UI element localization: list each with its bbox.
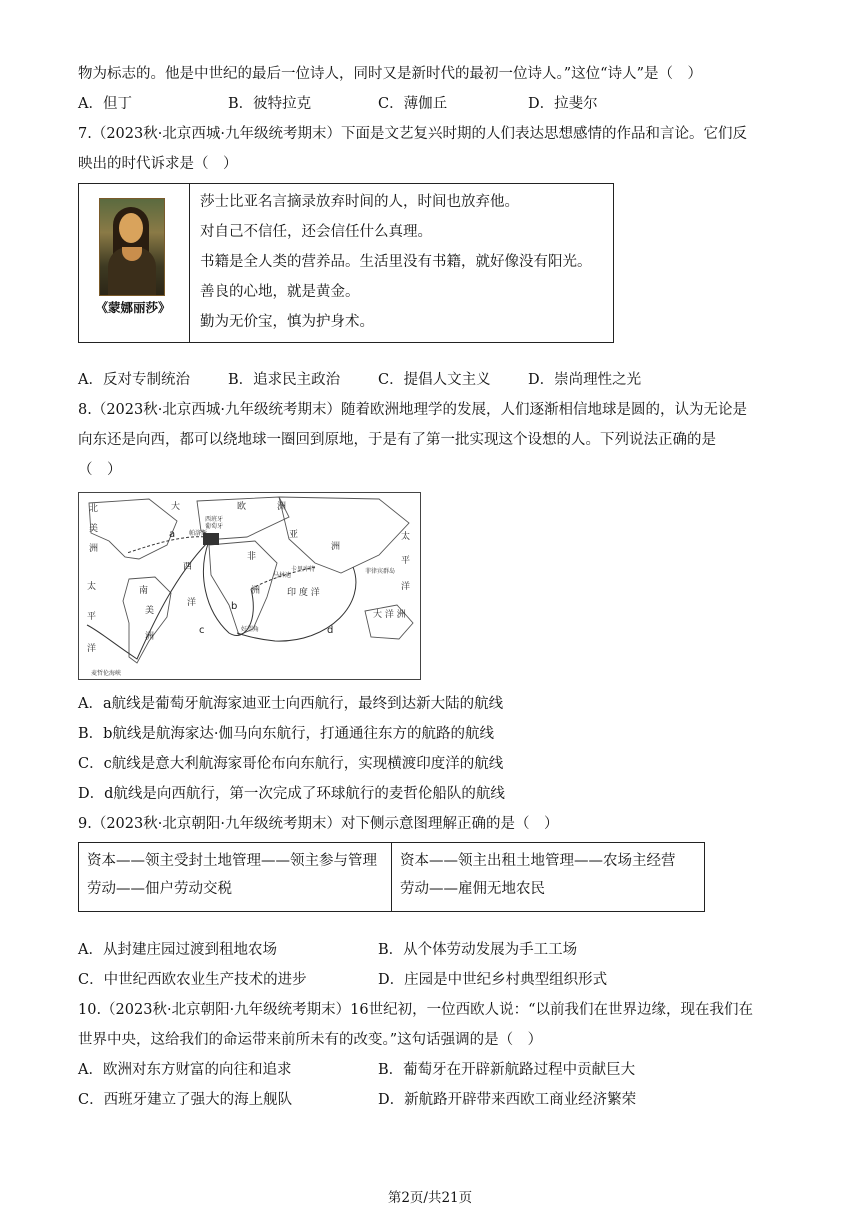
svg-text:葡萄牙: 葡萄牙 bbox=[205, 523, 224, 530]
svg-text:好望角: 好望角 bbox=[241, 626, 260, 633]
svg-text:平: 平 bbox=[87, 612, 97, 622]
quote-1: 莎士比亚名言摘录放弃时间的人，时间也放弃他。 bbox=[200, 194, 519, 210]
map-svg bbox=[79, 493, 420, 679]
svg-text:a: a bbox=[169, 529, 176, 540]
svg-text:印 度 洋: 印 度 洋 bbox=[287, 588, 320, 598]
q10-option-a[interactable]: A．欧洲对东方财富的向往和追求 bbox=[78, 1062, 292, 1078]
svg-text:南: 南 bbox=[139, 586, 149, 596]
q6-option-d[interactable]: D．拉斐尔 bbox=[528, 96, 598, 112]
q7-stem-line2: 映出的时代诉求是（ ） bbox=[78, 156, 238, 172]
svg-text:大 洋 洲: 大 洋 洲 bbox=[373, 610, 406, 620]
svg-text:大: 大 bbox=[171, 502, 181, 512]
q9-option-c[interactable]: C．中世纪西欧农业生产技术的进步 bbox=[78, 972, 307, 988]
route-a bbox=[127, 537, 209, 553]
q6-option-a[interactable]: A．但丁 bbox=[78, 96, 132, 112]
q8-option-d[interactable]: D．d航线是向西航行，第一次完成了环球航行的麦哲伦船队的航线 bbox=[78, 786, 505, 802]
asia-outline bbox=[279, 497, 409, 573]
q9-right-cell bbox=[392, 843, 705, 912]
q10-stem-line2: 世界中央，这给我们的命运带来前所未有的改变。”这句话强调的是（ ） bbox=[78, 1032, 543, 1048]
svg-text:美: 美 bbox=[145, 606, 155, 616]
svg-text:麦哲伦海峡: 麦哲伦海峡 bbox=[91, 670, 122, 677]
svg-text:洲: 洲 bbox=[89, 544, 99, 554]
q7-option-a[interactable]: A．反对专制统治 bbox=[78, 372, 190, 388]
africa-outline bbox=[209, 541, 277, 635]
svg-text:太: 太 bbox=[87, 582, 97, 592]
mona-lisa-caption: 《蒙娜丽莎》 bbox=[95, 300, 171, 315]
quotes-cell bbox=[190, 184, 614, 343]
q9-left-line1: 资本——领主受封土地管理——领主参与管理 bbox=[87, 853, 377, 869]
svg-text:太: 太 bbox=[401, 532, 411, 542]
q9-right-line1: 资本——领主出租土地管理——农场主经营 bbox=[400, 853, 676, 869]
q9-left-cell bbox=[79, 843, 392, 912]
q8-stem-line2: 向东还是向西，都可以绕地球一圈回到原地，于是有了第一批实现这个设想的人。下列说法正确的是 bbox=[78, 432, 716, 448]
svg-text:西: 西 bbox=[183, 562, 193, 572]
svg-text:洲: 洲 bbox=[277, 502, 287, 512]
q7-stem-line1: 7.（2023秋·北京西城·九年级统考期末）下面是文艺复兴时期的人们表达思想感情的作品和言论。它们反 bbox=[78, 126, 747, 142]
q7-option-b[interactable]: B．追求民主政治 bbox=[228, 372, 341, 388]
svg-text:b: b bbox=[231, 601, 238, 612]
q9-diagram-table bbox=[78, 842, 705, 912]
svg-text:帕洛斯: 帕洛斯 bbox=[189, 530, 208, 537]
svg-text:菲律宾群岛: 菲律宾群岛 bbox=[365, 568, 396, 575]
q9-left-line2: 劳动——佃户劳动交税 bbox=[87, 881, 232, 897]
svg-text:洋: 洋 bbox=[187, 598, 197, 608]
svg-text:洋: 洋 bbox=[87, 644, 97, 654]
page-footer: 第2页/共21页 bbox=[387, 1190, 473, 1206]
svg-text:洲: 洲 bbox=[145, 632, 155, 642]
svg-text:d: d bbox=[327, 625, 334, 636]
north-america-outline bbox=[89, 499, 177, 559]
q10-stem-line1: 10.（2023秋·北京朝阳·九年级统考期末）16世纪初，一位西欧人说：“以前我们在世界边缘，现在我们在 bbox=[78, 1002, 754, 1018]
q8-option-c[interactable]: C．c航线是意大利航海家哥伦布向东航行，实现横渡印度洋的航线 bbox=[78, 756, 504, 772]
q8-option-b[interactable]: B．b航线是航海家达·伽马向东航行，打通通往东方的航路的航线 bbox=[78, 726, 495, 742]
quote-4: 善良的心地，就是黄金。 bbox=[200, 284, 360, 300]
svg-text:c: c bbox=[199, 625, 205, 636]
q8-stem-line3: （ ） bbox=[78, 462, 122, 478]
svg-text:美: 美 bbox=[89, 524, 99, 534]
q6-option-b[interactable]: B．彼特拉克 bbox=[228, 96, 312, 112]
q9-option-b[interactable]: B．从个体劳动发展为手工工场 bbox=[378, 942, 578, 958]
q9-option-d[interactable]: D．庄园是中世纪乡村典型组织形式 bbox=[378, 972, 608, 988]
quote-2: 对自己不信任，还会信任什么真理。 bbox=[200, 224, 432, 240]
q7-material-table bbox=[78, 183, 614, 343]
q9-option-a[interactable]: A．从封建庄园过渡到租地农场 bbox=[78, 942, 277, 958]
mona-lisa-cell bbox=[79, 184, 190, 343]
svg-text:亚: 亚 bbox=[289, 530, 299, 540]
q10-option-c[interactable]: C．西班牙建立了强大的海上舰队 bbox=[78, 1092, 293, 1108]
new-routes-map bbox=[78, 492, 421, 680]
svg-text:西班牙: 西班牙 bbox=[205, 516, 224, 523]
q8-stem-line1: 8.（2023秋·北京西城·九年级统考期末）随着欧洲地理学的发展，人们逐渐相信地球是圆的，认为无论是 bbox=[78, 402, 747, 418]
svg-text:马林迪: 马林迪 bbox=[273, 572, 292, 579]
svg-text:洲: 洲 bbox=[331, 542, 341, 552]
q10-option-b[interactable]: B．葡萄牙在开辟新航路过程中贡献巨大 bbox=[378, 1062, 636, 1078]
q6-option-c[interactable]: C．薄伽丘 bbox=[378, 96, 448, 112]
quote-5: 勤为无价宝，慎为护身术。 bbox=[200, 314, 374, 330]
quote-3: 书籍是全人类的营养品。生活里没有书籍，就好像没有阳光。 bbox=[200, 254, 592, 270]
svg-text:非: 非 bbox=[247, 552, 257, 562]
svg-text:洲: 洲 bbox=[251, 586, 261, 596]
q7-option-c[interactable]: C．提倡人文主义 bbox=[378, 372, 491, 388]
svg-text:卡里库特: 卡里库特 bbox=[291, 566, 316, 573]
q9-stem: 9.（2023秋·北京朝阳·九年级统考期末）对下侧示意图理解正确的是（ ） bbox=[78, 816, 559, 832]
mona-lisa-painting bbox=[99, 198, 165, 296]
route-b bbox=[203, 541, 253, 635]
svg-text:平: 平 bbox=[401, 556, 411, 566]
svg-text:洋: 洋 bbox=[401, 582, 411, 592]
svg-text:欧: 欧 bbox=[237, 502, 247, 512]
q9-right-line2: 劳动——雇佣无地农民 bbox=[400, 881, 545, 897]
q8-option-a[interactable]: A．a航线是葡萄牙航海家迪亚士向西航行，最终到达新大陆的航线 bbox=[78, 696, 504, 712]
q6-stem-tail: 物为标志的。他是中世纪的最后一位诗人，同时又是新时代的最初一位诗人。”这位“诗人”是（ ） bbox=[78, 66, 702, 82]
q7-option-d[interactable]: D．崇尚理性之光 bbox=[528, 372, 642, 388]
q10-option-d[interactable]: D．新航路开辟带来西欧工商业经济繁荣 bbox=[378, 1092, 637, 1108]
svg-text:北: 北 bbox=[89, 504, 99, 514]
